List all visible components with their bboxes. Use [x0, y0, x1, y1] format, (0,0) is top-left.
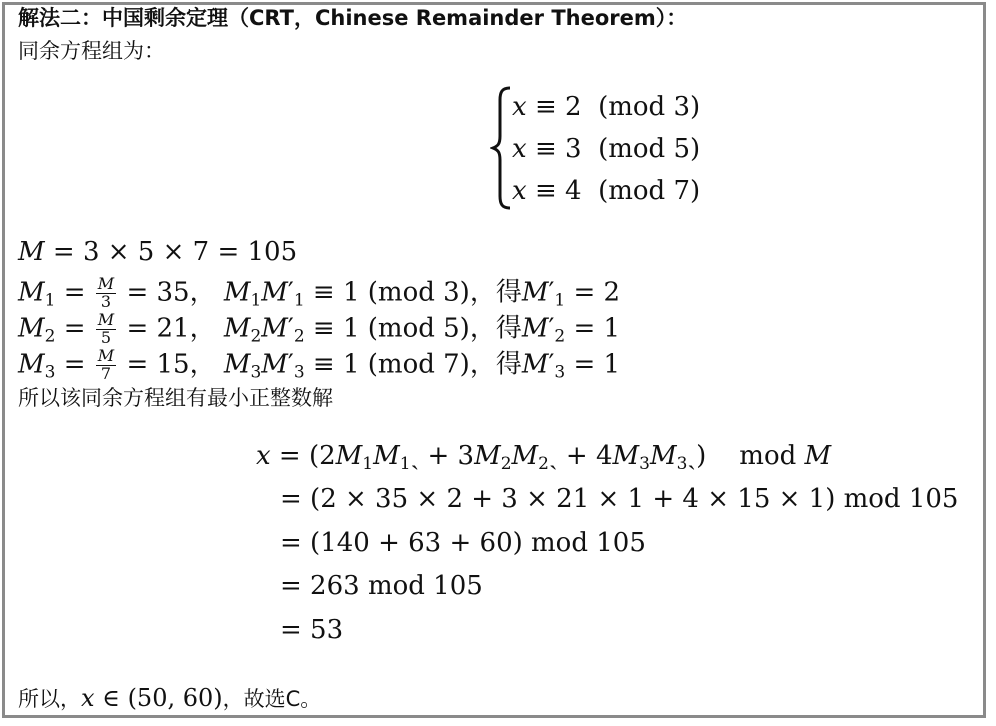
congruence-row: x ≡ 3 (mod 5)	[512, 134, 701, 164]
solution-line: = (2 × 35 × 2 + 3 × 21 × 1 + 4 × 15 × 1) mod 105	[280, 484, 959, 514]
partial-modulus-row: $M_2$ = $\frac{M}{5}$ = 21， $M_2M'_2 \equiv 1$ (mod 5)，得$M'_2 = 1$	[18, 310, 621, 347]
partial-modulus-row: $M_1$ = $\frac{M}{3}$ = 35， $M_1M'_1 \equiv 1$ (mod 3)，得$M'_1 = 2$	[18, 274, 621, 311]
congruence-row: x ≡ 4 (mod 7)	[512, 176, 701, 206]
conclusion-intro: 所以该同余方程组有最小正整数解	[18, 386, 333, 410]
congruence-row: x ≡ 2 (mod 3)	[512, 92, 701, 122]
solution-line: = (140 + 63 + 60) mod 105	[280, 528, 646, 558]
solution-line: = 263 mod 105	[280, 571, 483, 601]
solution-line: $x = (2M_1M_1ˎ$ + $3M_2M_2ˎ$ + $4M_3M_3ˎ$) mod M	[256, 441, 832, 474]
section-title: 解法二：中国剩余定理（CRT，Chinese Remainder Theorem）：	[18, 6, 688, 30]
modulus-product: M = 3 × 5 × 7 = 105	[18, 237, 298, 267]
intro-text: 同余方程组为：	[18, 39, 165, 63]
partial-modulus-row: $M_3$ = $\frac{M}{7}$ = 15， $M_3M'_3 \equiv 1$ (mod 7)，得$M'_3 = 1$	[18, 346, 621, 383]
final-answer: 所以，x ∈ (50, 60)，故选C。	[18, 684, 322, 712]
solution-line: = 53	[280, 615, 344, 645]
left-brace	[490, 86, 514, 210]
